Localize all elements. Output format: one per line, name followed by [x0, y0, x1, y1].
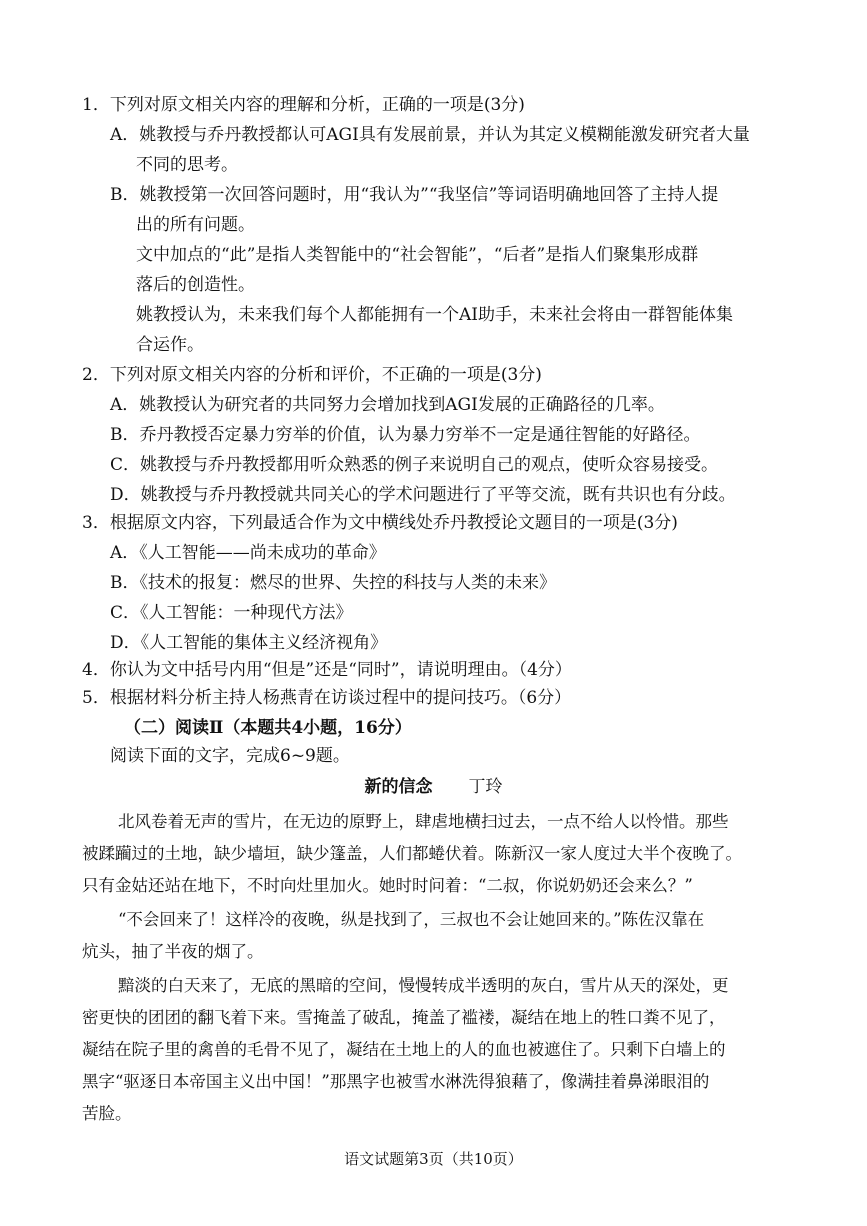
paragraph-1-line2: 被蹂躏过的土地，缺少墙垣，缺少篷盖，人们都蜷伏着。陈新汉一家人度过大半个夜晚了。 [82, 844, 742, 863]
question-1-option-b-line1: B．姚教授第一次回答问题时，用“我认为”“我坚信”等词语明确地回答了主持人提 [110, 185, 719, 205]
question-3-option-b: B．《技术的报复：燃尽的世界、失控的科技与人类的未来》 [110, 573, 556, 593]
paragraph-2-line2: 炕头，抽了半夜的烟了。 [82, 942, 264, 961]
question-2-stem: 2．下列对原文相关内容的分析和评价，不正确的一项是(3分) [82, 365, 542, 385]
paragraph-1-line3: 只有金姑还站在地下，不时向灶里加火。她时时问着：“二叔，你说奶奶还会来么？” [82, 876, 693, 895]
question-2-option-d: D．姚教授与乔丹教授就共同关心的学术问题进行了平等交流，既有共识也有分歧。 [110, 485, 736, 505]
question-1-option-d-line1: 姚教授认为，未来我们每个人都能拥有一个AI助手，未来社会将由一群智能体集 [136, 305, 733, 325]
question-1-option-a-line2: 不同的思考。 [136, 155, 238, 175]
question-2-option-b: B．乔丹教授否定暴力穷举的价值，认为暴力穷举不一定是通往智能的好路径。 [110, 425, 701, 445]
question-1-option-d-line2: 合运作。 [136, 335, 204, 355]
paragraph-3-line4: 黑字“驱逐日本帝国主义出中国！”那黑字也被雪水淋洗得狼藉了，像满挂着鼻涕眼泪的 [82, 1072, 710, 1091]
reading-instruction: 阅读下面的文字，完成6~9题。 [110, 746, 350, 766]
question-1-option-c-line2: 落后的创造性。 [136, 275, 255, 295]
question-4: 4．你认为文中括号内用“但是”还是“同时”，请说明理由。（4分） [82, 660, 572, 680]
question-1-option-c-line1: 文中加点的“此”是指人类智能中的“社会智能”，“后者”是指人们聚集形成群 [136, 245, 699, 265]
question-5: 5．根据材料分析主持人杨燕青在访谈过程中的提问技巧。（6分） [82, 688, 572, 708]
paragraph-3-line2: 密更快的团团的翻飞着下来。雪掩盖了破乱，掩盖了褴褛，凝结在地上的牲口粪不见了， [82, 1008, 726, 1027]
story-title: 新的信念 [364, 777, 433, 797]
question-3-option-d: D．《人工智能的集体主义经济视角》 [110, 633, 388, 653]
question-2-option-a: A．姚教授认为研究者的共同努力会增加找到AGI发展的正确路径的几率。 [110, 395, 665, 415]
question-1-option-a-line1: A．姚教授与乔丹教授都认可AGI具有发展前景，并认为其定义模糊能激发研究者大量 [110, 125, 750, 145]
paragraph-3-line5: 苦脸。 [82, 1104, 132, 1123]
question-1-stem: 1．下列对原文相关内容的理解和分析，正确的一项是(3分) [82, 95, 525, 115]
paragraph-2-line1: “不会回来了！这样冷的夜晚，纵是找到了，三叔也不会让她回来的。”陈佐汉靠在 [118, 910, 705, 929]
paragraph-3-line1: 黯淡的白天来了，无底的黑暗的空间，慢慢转成半透明的灰白，雪片从天的深处，更 [118, 976, 729, 995]
section-heading: （二）阅读Ⅱ（本题共4小题，16分） [124, 718, 412, 738]
paragraph-1-line1: 北风卷着无声的雪片，在无边的原野上，肆虐地横扫过去，一点不给人以怜惜。那些 [118, 812, 729, 831]
question-3-option-c: C．《人工智能：一种现代方法》 [110, 603, 353, 623]
story-author: 丁玲 [468, 777, 503, 797]
question-3-stem: 3．根据原文内容，下列最适合作为文中横线处乔丹教授论文题目的一项是(3分) [82, 513, 678, 533]
page-footer: 语文试题第3页（共10页） [344, 1150, 523, 1168]
paragraph-3-line3: 凝结在院子里的禽兽的毛骨不见了，凝结在土地上的人的血也被遮住了。只剩下白墙上的 [82, 1040, 726, 1059]
question-2-option-c: C．姚教授与乔丹教授都用听众熟悉的例子来说明自己的观点，使听众容易接受。 [110, 455, 719, 475]
question-1-option-b-line2: 出的所有问题。 [136, 215, 255, 235]
question-3-option-a: A．《人工智能——尚未成功的革命》 [110, 543, 386, 563]
story-title-line [0, 776, 867, 798]
